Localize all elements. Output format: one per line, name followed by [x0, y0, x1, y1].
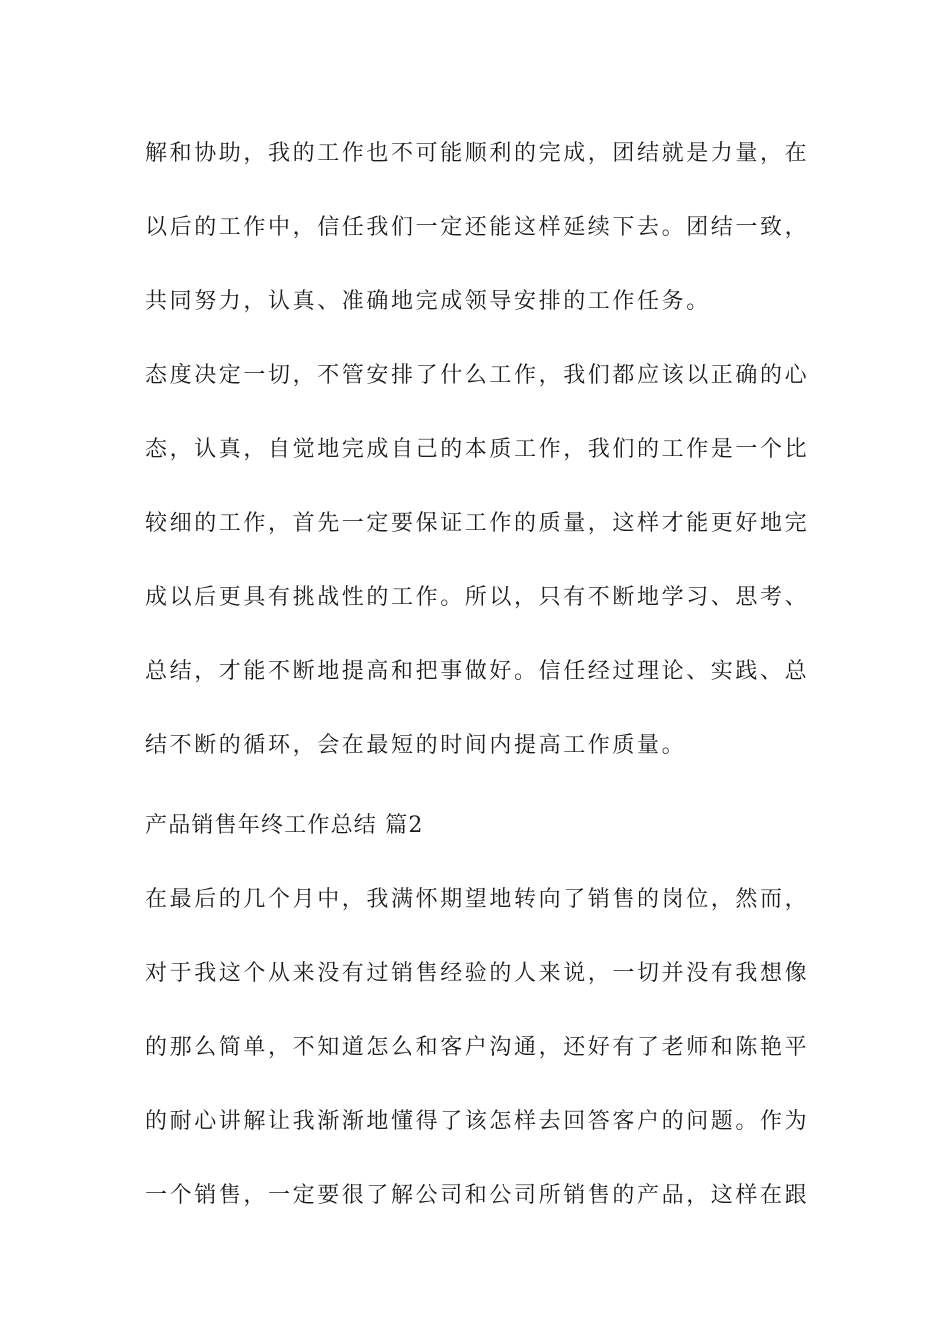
paragraph-line: 成以后更具有挑战性的工作。所以，只有不断地学习、思考、 [145, 585, 810, 610]
paragraph-line: 结不断的循环，会在最短的时间内提高工作质量。 [145, 733, 687, 758]
paragraph-line: 一个销售，一定要很了解公司和公司所销售的产品，这样在跟 [145, 1183, 810, 1208]
paragraph-line: 对于我这个从来没有过销售经验的人来说，一切并没有我想像 [145, 961, 810, 986]
paragraph-line: 态度决定一切，不管安排了什么工作，我们都应该以正确的心 [145, 363, 810, 388]
paragraph-line: 的那么简单，不知道怎么和客户沟通，还好有了老师和陈艳平 [145, 1035, 810, 1060]
paragraph-line: 解和协助，我的工作也不可能顺利的完成，团结就是力量，在 [145, 141, 810, 166]
section-heading: 产品销售年终工作总结 篇2 [145, 813, 424, 838]
paragraph-line: 共同努力，认真、准确地完成领导安排的工作任务。 [145, 289, 711, 314]
paragraph-line: 总结，才能不断地提高和把事做好。信任经过理论、实践、总 [145, 659, 810, 684]
paragraph-line: 的耐心讲解让我渐渐地懂得了该怎样去回答客户的问题。作为 [145, 1109, 810, 1134]
paragraph-line: 以后的工作中，信任我们一定还能这样延续下去。团结一致， [145, 215, 810, 240]
paragraph-line: 态，认真，自觉地完成自己的本质工作，我们的工作是一个比 [145, 437, 810, 462]
paragraph-line: 在最后的几个月中，我满怀期望地转向了销售的岗位，然而， [145, 887, 810, 912]
paragraph-line: 较细的工作，首先一定要保证工作的质量，这样才能更好地完 [145, 511, 810, 536]
